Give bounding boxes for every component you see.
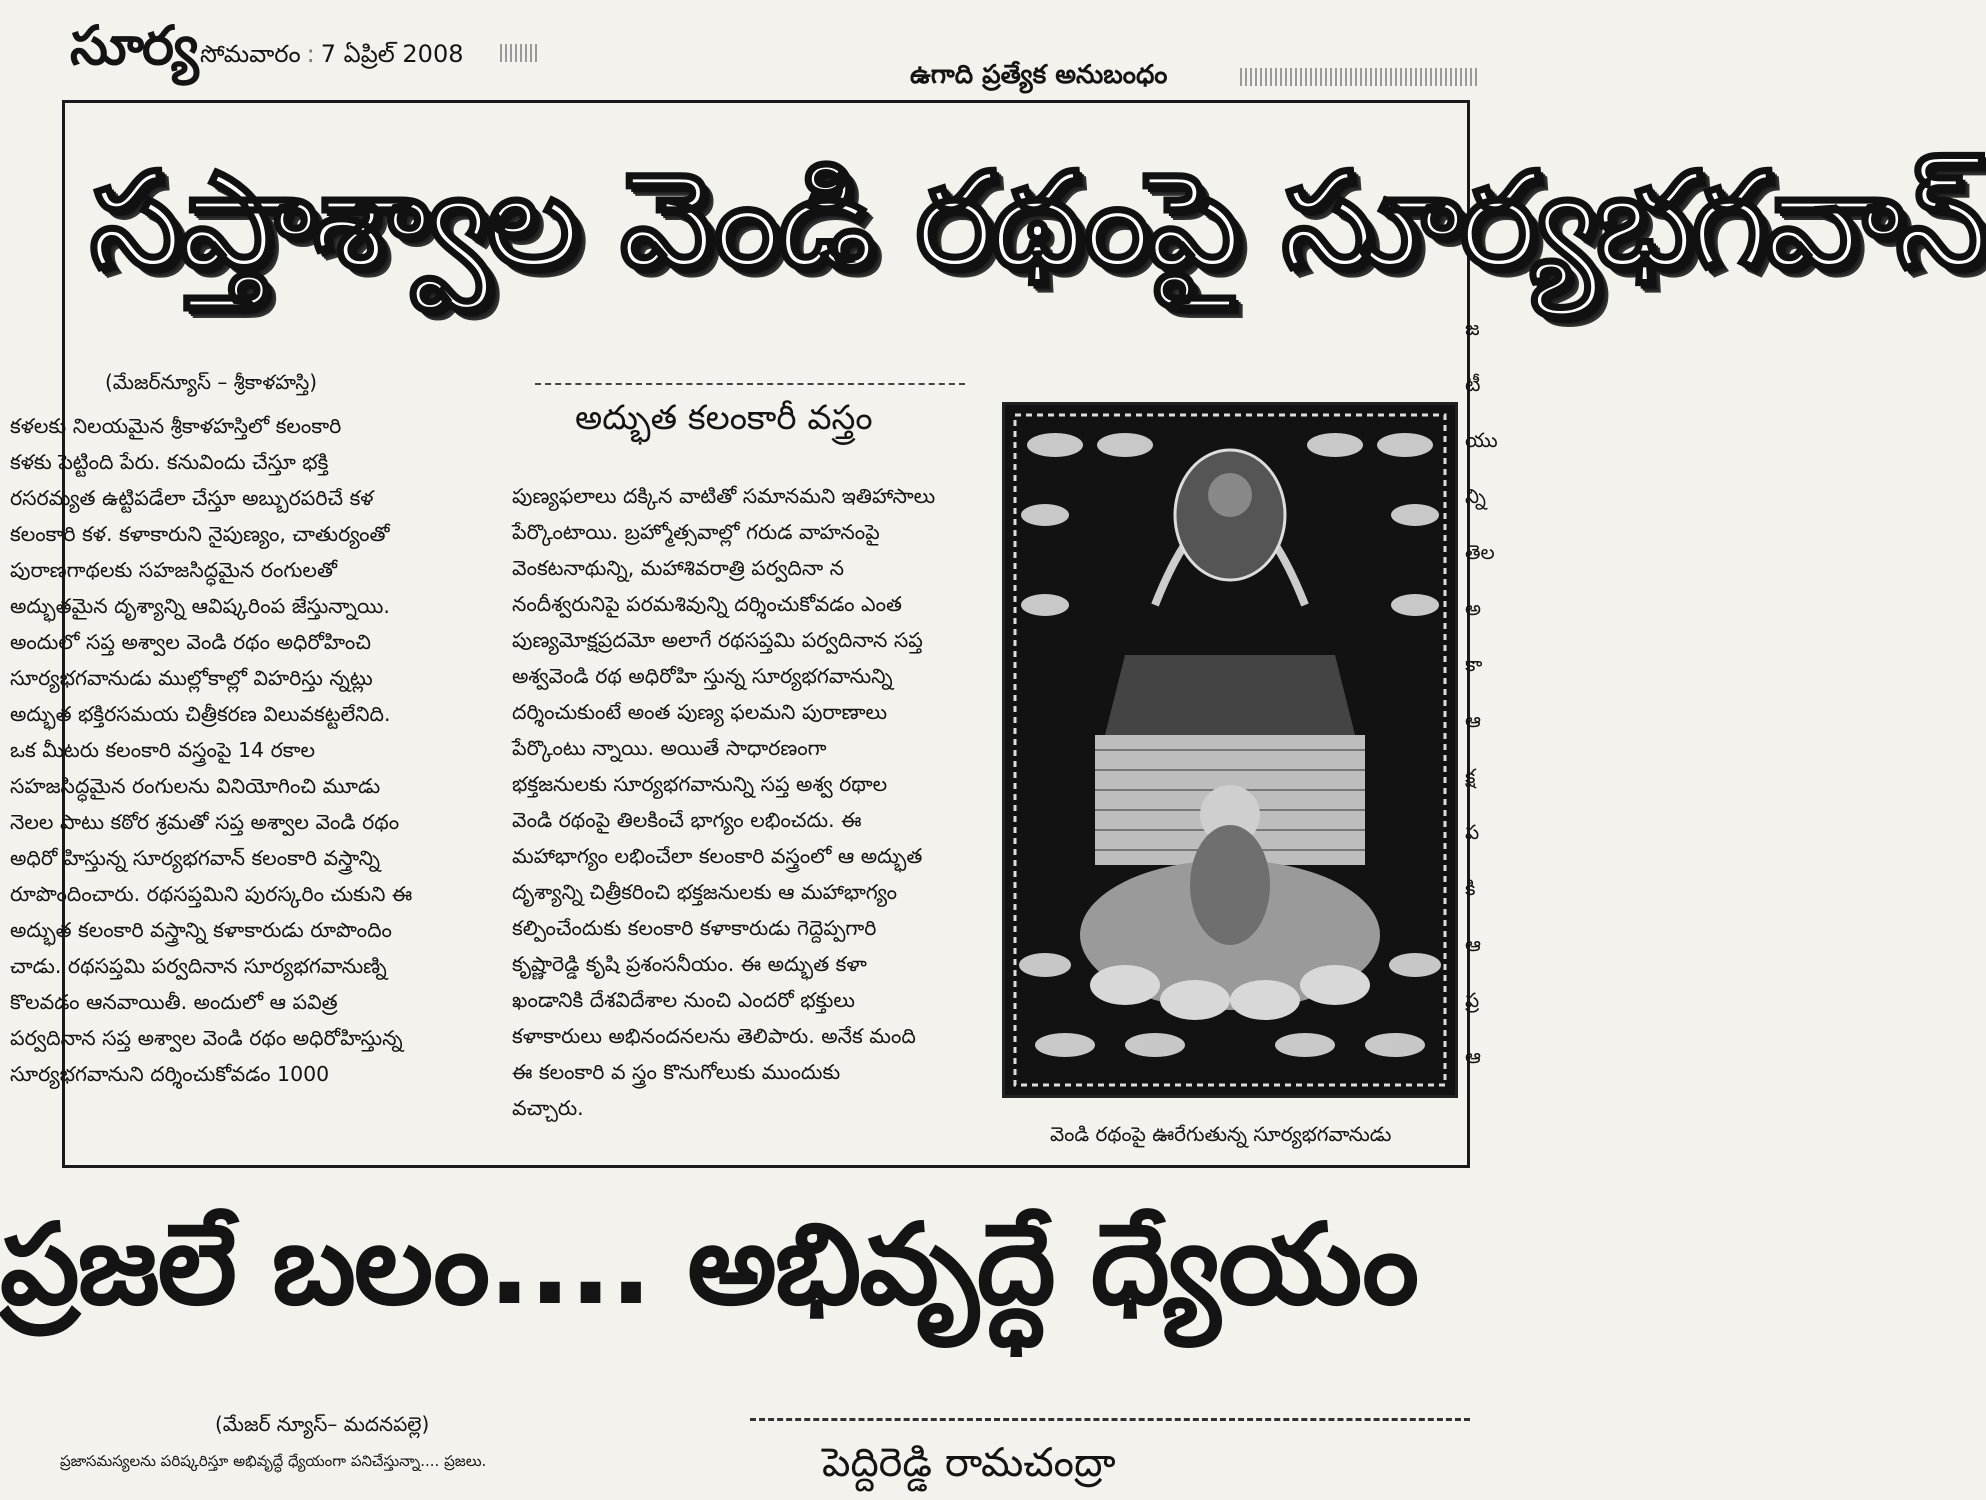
column-2-line: కళాకారులు అభినందనలను తెలిపారు. అనేక మంది bbox=[512, 1024, 916, 1048]
edge-fragment: కి bbox=[1465, 876, 1476, 900]
column-1-line: కొలవడం ఆనవాయితీ. అందులో ఆ పవిత్ర bbox=[10, 990, 338, 1014]
column-1-line: కళలకు నిలయమైన శ్రీకాళహస్తిలో కలంకారి bbox=[10, 414, 342, 438]
masthead-hatch-left bbox=[500, 44, 540, 62]
column-2-line: కృష్ణారెడ్డి కృషి ప్రశంసనీయం. ఈ అద్భుత కళా bbox=[512, 952, 867, 976]
edge-fragment: జ bbox=[1465, 316, 1480, 340]
article-column-1 bbox=[10, 408, 488, 1092]
kalamkari-photo bbox=[1002, 402, 1458, 1098]
column-1-line: అధిరో హిస్తున్న సూర్యభగవాన్ కలంకారి వస్త్రాన్ని bbox=[10, 846, 381, 870]
column-1-line: ఒక మీటరు కలంకారి వస్త్రంపై 14 రకాల bbox=[10, 738, 316, 762]
edge-fragment: ప్ర bbox=[1465, 988, 1480, 1012]
article-headline: సప్తాశ్వాల వెండి రథంపై సూర్యభగవాన్ bbox=[90, 144, 1986, 298]
masthead-day: సోమవారం bbox=[200, 40, 301, 68]
column-2-line: కల్పించేందుకు కలంకారి కళాకారుడు గెద్దెప్పగారి bbox=[512, 916, 877, 940]
column-1-line: చాడు. రథసప్తమి పర్వదినాన సూర్యభగవానుణ్ని bbox=[10, 954, 387, 978]
article-subhead: అద్భుత కలంకారీ వస్త్రం bbox=[575, 398, 873, 438]
bottom-dashed-rule bbox=[750, 1418, 1470, 1421]
column-2-line: వచ్చారు. bbox=[512, 1096, 584, 1120]
column-1-line: పర్వదినాన సప్త అశ్వాల వెండి రథం అధిరోహిస్తున్న bbox=[10, 1026, 403, 1050]
cut-off-heading: పెద్దిరెడ్డి రామచంద్రా bbox=[822, 1440, 1116, 1486]
column-1-line: సహజసిద్ధమైన రంగులను వినియోగించి మూడు bbox=[10, 774, 381, 798]
edge-fragment: ప bbox=[1465, 820, 1480, 844]
edge-fragment: న్ని bbox=[1465, 484, 1486, 508]
masthead-date: 7 ఏప్రిల్ 2008 bbox=[320, 40, 464, 68]
column-1-line: కలంకారి కళ. కళాకారుని నైపుణ్యం, చాతుర్యంతో bbox=[10, 522, 390, 546]
article-byline: (మేజర్‌న్యూస్ – శ్రీకాళహస్తి) bbox=[105, 370, 318, 394]
column-1-line: అద్భుత కలంకారి వస్త్రాన్ని కళాకారుడు రూపొందిం bbox=[10, 918, 392, 942]
column-2-line: నందీశ్వరునిపై పరమశివున్ని దర్శించుకోవడం ఎంత bbox=[512, 592, 902, 616]
subhead-rule bbox=[535, 383, 965, 385]
photo-caption: వెండి రథంపై ఊరేగుతున్న సూర్యభగవానుడు bbox=[1050, 1122, 1392, 1146]
column-2-line: పేర్కొంటు న్నాయి. అయితే సాధారణంగా bbox=[512, 736, 827, 760]
column-2-line: వెంకటనాథున్ని, మహాశివరాత్రి పర్వదినా న bbox=[512, 556, 845, 580]
edge-fragment: ఆ bbox=[1465, 1044, 1481, 1068]
masthead-date-line: సోమవారం : 7 ఏప్రిల్ 2008 bbox=[200, 40, 464, 68]
column-1-line: అందులో సప్త అశ్వాల వెండి రథం అధిరోహించి bbox=[10, 630, 371, 654]
column-2-line: దర్శించుకుంటే అంత పుణ్య ఫలమని పురాణాలు bbox=[512, 700, 888, 724]
second-article-byline: (మేజర్ న్యూస్– మదనపల్లె) bbox=[215, 1412, 430, 1436]
article-column-2 bbox=[512, 478, 972, 1126]
kalamkari-artwork-image bbox=[1005, 405, 1455, 1095]
column-2-line: ఈ కలంకారి వ స్త్రం కొనుగోలుకు ముందుకు bbox=[512, 1060, 841, 1084]
newspaper-logo: సూర్య bbox=[70, 14, 197, 77]
column-1-line: రసరమ్యత ఉట్టిపడేలా చేస్తూ అబ్బురపరిచే కళ bbox=[10, 486, 374, 510]
column-1-line: అద్భుత భక్తిరసమయ చిత్రీకరణ విలువకట్టలేనిది. bbox=[10, 702, 391, 726]
edge-fragment: టీ bbox=[1465, 372, 1481, 396]
column-1-line: కళకు పెట్టింది పేరు. కనువిందు చేస్తూ భక్తి bbox=[10, 450, 329, 474]
column-1-line: నెలల పాటు కఠోర శ్రమతో సప్త అశ్వాల వెండి రథం bbox=[10, 810, 400, 834]
second-article-first-line: ప్రజాసమస్యలను పరిష్కరిస్తూ అభివృద్ధే ధ్యేయంగా పనిచేస్తున్నా.... ప్రజలు. bbox=[60, 1452, 487, 1470]
column-2-line: ఖండానికి దేశవిదేశాల నుంచి ఎందరో భక్తులు bbox=[512, 988, 855, 1012]
column-2-line: భక్తజనులకు సూర్యభగవానున్ని సప్త అశ్వ రథాల bbox=[512, 772, 888, 796]
supplement-title: ఉగాది ప్రత్యేక అనుబంధం bbox=[910, 60, 1168, 90]
column-1-line: సూర్యభగవానుడు ముల్లోకాల్లో విహరిస్తు న్నట్లు bbox=[10, 666, 373, 690]
column-2-line: పుణ్యమోక్షప్రదమో అలాగే రథసప్తమి పర్వదినాన సప్త bbox=[512, 628, 923, 652]
column-2-line: పేర్కొంటాయి. బ్రహ్మోత్సవాల్లో గరుడ వాహనంపై bbox=[512, 520, 880, 544]
adjacent-column-fragment bbox=[1465, 290, 1500, 1130]
edge-fragment: యు bbox=[1465, 428, 1498, 452]
column-2-line: వెండి రథంపై తిలకించే భాగ్యం లభించదు. ఈ bbox=[512, 808, 862, 832]
edge-fragment: కా bbox=[1465, 652, 1483, 676]
column-2-line: అశ్వవెండి రథ అధిరోహి స్తున్న సూర్యభగవానున్ని bbox=[512, 664, 893, 688]
column-1-line: సూర్యభగవానుని దర్శించుకోవడం 1000 bbox=[10, 1062, 330, 1086]
column-1-line: రూపొందించారు. రథసప్తమిని పురస్కరిం చుకుని ఈ bbox=[10, 882, 413, 906]
edge-fragment: ఆ bbox=[1465, 932, 1481, 956]
edge-fragment: ఆ bbox=[1465, 708, 1481, 732]
column-2-line: మహాభాగ్యం లభించేలా కలంకారి వస్త్రంలో ఆ అద్భుత bbox=[512, 844, 923, 868]
edge-fragment: తెల bbox=[1465, 540, 1495, 564]
second-article-headline: ప్రజలే బలం.... అభివృద్ధే ధ్యేయం bbox=[0, 1200, 1418, 1330]
column-2-line: పుణ్యఫలాలు దక్కిన వాటితో సమానమని ఇతిహాసాలు bbox=[512, 484, 936, 508]
column-1-line: అద్భుతమైన దృశ్యాన్ని ఆవిష్కరింప జేస్తున్నాయి. bbox=[10, 594, 390, 618]
edge-fragment: క్ష bbox=[1465, 764, 1476, 788]
edge-fragment: అ bbox=[1465, 596, 1481, 620]
column-1-line: పురాణగాథలకు సహజసిద్ధమైన రంగులతో bbox=[10, 558, 337, 582]
masthead-hatch-right bbox=[1240, 68, 1480, 86]
column-2-line: దృశ్యాన్ని చిత్రీకరించి భక్తజనులకు ఆ మహాభాగ్యం bbox=[512, 880, 897, 904]
